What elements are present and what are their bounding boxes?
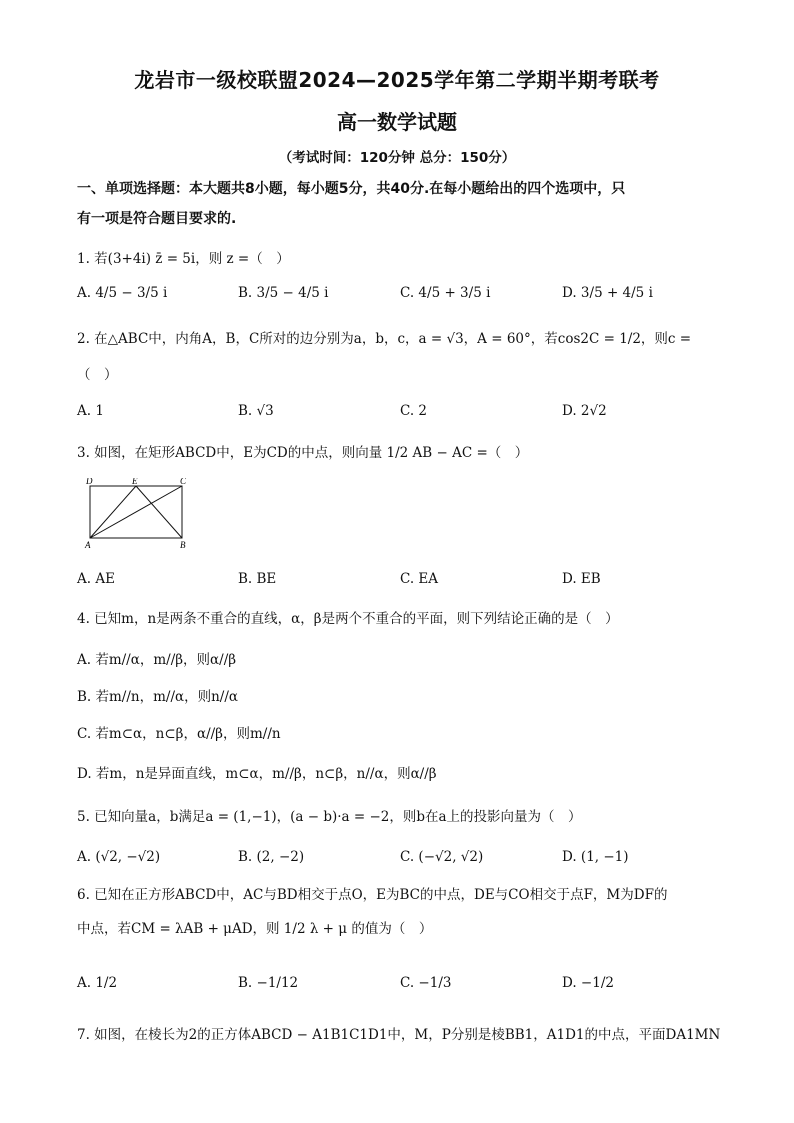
q3-option-c: C. EA xyxy=(400,571,439,587)
q3-stem: 3. 如图，在矩形ABCD中，E为CD的中点，则向量 1/2 AB − AC =（ ） xyxy=(77,445,529,461)
q6-stem-line1: 6. 已知在正方形ABCD中，AC与BD相交于点O，E为BC的中点，DE与CO相交于点F，M为DF的 xyxy=(77,887,668,903)
q2-option-d: D. 2√2 xyxy=(562,403,607,419)
exam-subtitle: 高一数学试题 xyxy=(337,110,457,134)
q6-option-c: C. −1/3 xyxy=(400,975,452,991)
q6-option-d: D. −1/2 xyxy=(562,975,614,991)
q2-option-c: C. 2 xyxy=(400,403,428,419)
q2-option-b: B. √3 xyxy=(238,403,274,419)
section-heading-line2: 有一项是符合题目要求的. xyxy=(77,211,237,227)
q6-option-b: B. −1/12 xyxy=(238,975,299,991)
q1-option-b: B. 3/5 − 4/5 i xyxy=(238,285,329,301)
q1-option-a: A. 4/5 − 3/5 i xyxy=(77,285,168,301)
figure-label-e: E xyxy=(132,478,138,486)
q1-option-c: C. 4/5 + 3/5 i xyxy=(400,285,491,301)
q2-stem-line1: 2. 在△ABC中，内角A，B，C所对的边分别为a，b，c，a = √3，A = 60°，若cos2C = 1/2，则c = xyxy=(77,331,692,347)
exam-info: （考试时间：120分钟 总分：150分） xyxy=(278,150,516,166)
q7-stem: 7. 如图，在棱长为2的正方体ABCD − A1B1C1D1中，M，P分别是棱BB1，A1D1的中点，平面DA1MN xyxy=(77,1027,721,1043)
exam-title: 龙岩市一级校联盟2024—2025学年第二学期半期考联考 xyxy=(134,68,660,92)
q4-option-b: B. 若m//n，m//α，则n//α xyxy=(77,689,239,705)
q5-option-a: A. (√2, −√2) xyxy=(77,849,161,865)
q2-option-a: A. 1 xyxy=(77,403,104,419)
q3-option-d: D. EB xyxy=(562,571,601,587)
q2-stem-line2: （ ） xyxy=(77,367,118,383)
q5-stem: 5. 已知向量a，b满足a = (1,−1)，(a − b)·a = −2，则b在a上的投影向量为（ ） xyxy=(77,809,582,825)
q4-option-d: D. 若m，n是异面直线，m⊂α，m//β，n⊂β，n//α，则α//β xyxy=(77,766,437,782)
figure-label-d: D xyxy=(86,478,93,486)
q5-option-b: B. (2, −2) xyxy=(238,849,305,865)
q5-option-d: D. (1, −1) xyxy=(562,849,629,865)
q4-option-a: A. 若m//α，m//β，则α//β xyxy=(77,652,237,668)
q4-option-c: C. 若m⊂α，n⊂β，α//β，则m//n xyxy=(77,726,281,742)
q3-option-b: B. BE xyxy=(238,571,277,587)
q6-option-a: A. 1/2 xyxy=(77,975,118,991)
q4-stem: 4. 已知m，n是两条不重合的直线，α，β是两个不重合的平面，则下列结论正确的是（ ） xyxy=(77,611,619,627)
figure-label-b: B xyxy=(180,540,186,550)
q5-option-c: C. (−√2, √2) xyxy=(400,849,484,865)
q3-option-a: A. AE xyxy=(77,571,115,587)
section-heading-line1: 一、单项选择题：本大题共8小题，每小题5分，共40分.在每小题给出的四个选项中，只 xyxy=(77,181,626,197)
q6-stem-line2: 中点，若CM = λAB + μAD，则 1/2 λ + μ 的值为（ ） xyxy=(77,921,433,937)
figure-label-a: A xyxy=(85,540,91,550)
q1-stem: 1. 若(3+4i) z̄ = 5i，则 z =（ ） xyxy=(77,251,290,267)
q1-option-d: D. 3/5 + 4/5 i xyxy=(562,285,653,301)
figure-label-c: C xyxy=(180,478,187,486)
rectangle-abcd-figure xyxy=(84,478,190,550)
